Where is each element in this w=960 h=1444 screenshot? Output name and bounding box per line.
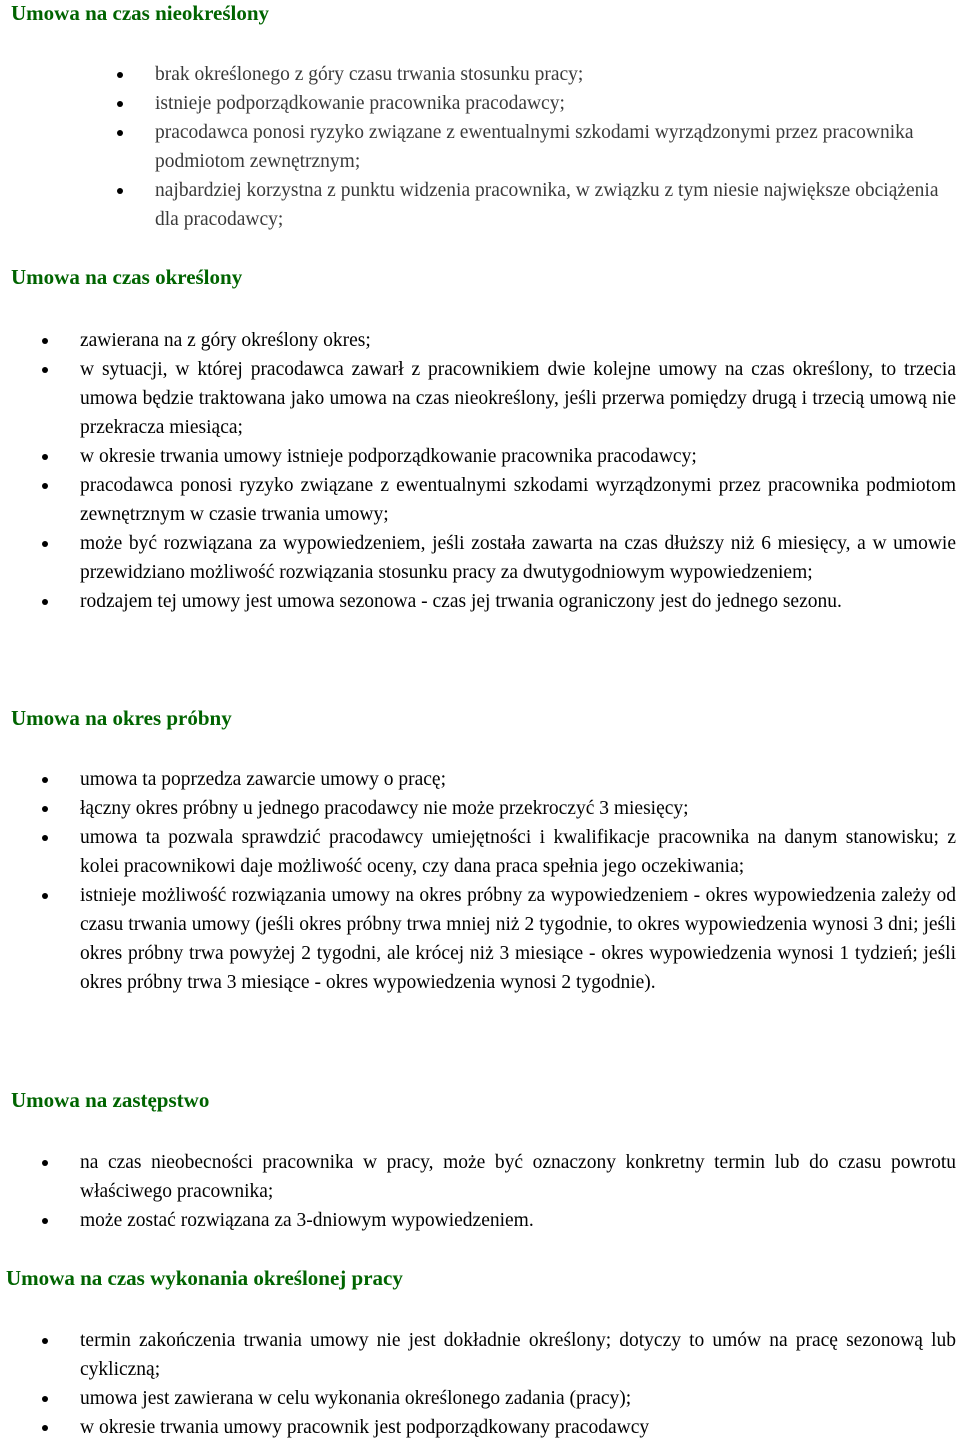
list-item: brak określonego z góry czasu trwania stosunku pracy;: [155, 60, 955, 89]
list-item: termin zakończenia trwania umowy nie jest dokładnie określony; dotyczy to umów na pracę sezonową lub cykliczną;: [80, 1326, 956, 1384]
list-item: umowa ta poprzedza zawarcie umowy o pracę;: [80, 765, 956, 794]
section-heading: Umowa na czas wykonania określonej pracy: [6, 1266, 403, 1290]
section-heading: Umowa na okres próbny: [11, 706, 232, 730]
list-item: zawierana na z góry określony okres;: [80, 326, 956, 355]
list-item: na czas nieobecności pracownika w pracy, może być oznaczony konkretny termin lub do czasu powrotu właściwego pracownika;: [80, 1148, 956, 1206]
bullet-list: [80, 1148, 956, 1235]
list-item: umowa ta pozwala sprawdzić pracodawcy umiejętności i kwalifikacje pracownika na danym stanowisku; z kolei pracownikowi daje możliwość oceny, czy dana praca spełnia jego oczekiwania;: [80, 823, 956, 881]
list-item: pracodawca ponosi ryzyko związane z ewentualnymi szkodami wyrządzonymi przez pracownika podmiotom zewnętrznym w czasie trwania umowy;: [80, 471, 956, 529]
bullet-list: [80, 1326, 956, 1442]
list-item: w okresie trwania umowy istnieje podporządkowanie pracownika pracodawcy;: [80, 442, 956, 471]
list-item: najbardziej korzystna z punktu widzenia pracownika, w związku z tym niesie największe obciążenia dla pracodawcy;: [155, 176, 955, 234]
list-item: może zostać rozwiązana za 3-dniowym wypowiedzeniem.: [80, 1206, 956, 1235]
list-item: istnieje możliwość rozwiązania umowy na okres próbny za wypowiedzeniem - okres wypowiedzenia zależy od czasu trwania umowy (jeśli okres próbny trwa mniej niż 2 tygodnie, to okres wypowiedzenia wynosi 3 dni; jeśli okres próbny trwa powyżej 2 tygodni, ale krócej niż 3 miesiące - okres wypowiedzenia wynosi 1 tydzień; jeśli okres próbny trwa 3 miesiące - okres wypowiedzenia wynosi 2 tygodnie).: [80, 881, 956, 997]
list-item: istnieje podporządkowanie pracownika pracodawcy;: [155, 89, 955, 118]
section-heading: Umowa na zastępstwo: [11, 1088, 210, 1112]
bullet-list: [80, 326, 956, 616]
list-item: umowa jest zawierana w celu wykonania określonego zadania (pracy);: [80, 1384, 956, 1413]
list-item: może być rozwiązana za wypowiedzeniem, jeśli została zawarta na czas dłuższy niż 6 miesięcy, a w umowie przewidziano możliwość rozwiązania stosunku pracy za dwutygodniowym wypowiedzeniem;: [80, 529, 956, 587]
list-item: pracodawca ponosi ryzyko związane z ewentualnymi szkodami wyrządzonymi przez pracownika podmiotom zewnętrznym;: [155, 118, 955, 176]
section-heading: Umowa na czas nieokreślony: [11, 1, 270, 25]
section-heading: Umowa na czas określony: [11, 265, 243, 289]
bullet-list: [80, 765, 956, 997]
list-item: łączny okres próbny u jednego pracodawcy nie może przekroczyć 3 miesięcy;: [80, 794, 956, 823]
list-item: w okresie trwania umowy pracownik jest podporządkowany pracodawcy: [80, 1413, 956, 1442]
bullet-list: [155, 60, 955, 234]
list-item: w sytuacji, w której pracodawca zawarł z pracownikiem dwie kolejne umowy na czas określony, to trzecia umowa będzie traktowana jako umowa na czas nieokreślony, jeśli przerwa pomiędzy drugą i trzecią umową nie przekracza miesiąca;: [80, 355, 956, 442]
list-item: rodzajem tej umowy jest umowa sezonowa - czas jej trwania ograniczony jest do jednego sezonu.: [80, 587, 956, 616]
